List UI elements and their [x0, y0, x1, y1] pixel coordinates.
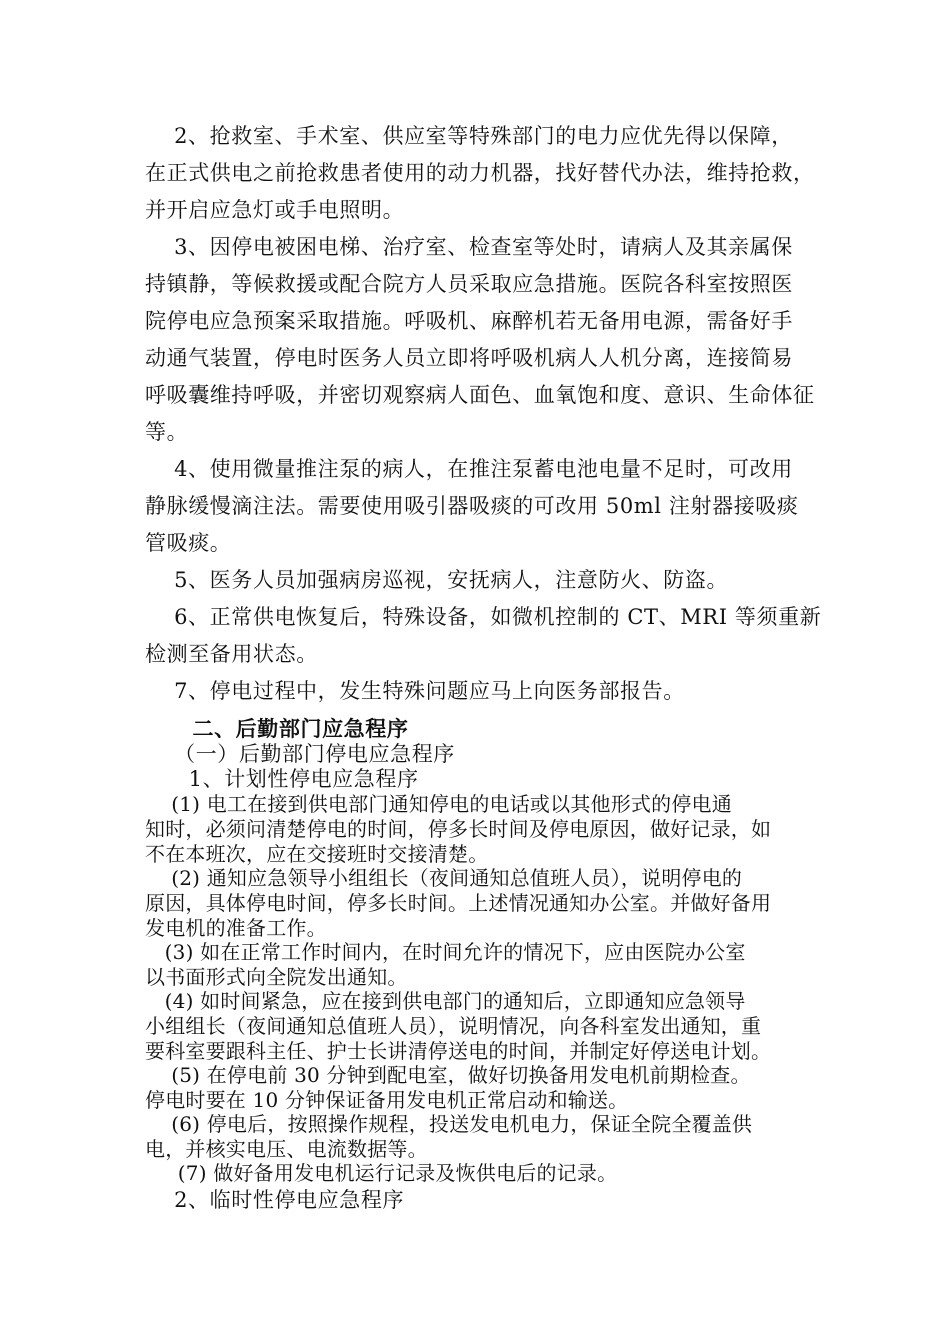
item-2-heading: 2、临时性停电应急程序: [145, 1188, 405, 1212]
text-line: 管吸痰。: [145, 531, 232, 555]
text-line: 知时，必须问清楚停电的时间，停多长时间及停电原因，做好记录，如: [145, 817, 772, 841]
paragraph-5: [145, 562, 810, 599]
paragraph-l5: [145, 1063, 810, 1113]
paragraph-l2: [145, 866, 810, 941]
text-line: 等。: [145, 420, 189, 444]
text-line: 要科室要跟科主任、护士长讲清停送电的时间，并制定好停送电计划。: [145, 1039, 772, 1063]
text-line: 以书面形式向全院发出通知。: [145, 965, 408, 989]
text-line: 电，并核实电压、电流数据等。: [145, 1137, 428, 1161]
paragraph-l6: [145, 1112, 810, 1162]
paragraph-l7: [145, 1161, 810, 1186]
text-line: 院停电应急预案采取措施。呼吸机、麻醉机若无备用电源，需备好手: [145, 309, 793, 333]
text-line: 在正式供电之前抢救患者使用的动力机器，找好替代办法，维持抢救，: [145, 161, 815, 185]
item-1-heading: 1、计划性停电应急程序: [145, 767, 419, 791]
paragraph-3: [145, 229, 815, 451]
text-line: (2) 通知应急领导小组组长（夜间通知总值班人员），说明停电的: [145, 866, 743, 890]
text-line: 静脉缓慢滴注法。需要使用吸引器吸痰的可改用 50ml 注射器接吸痰: [145, 494, 799, 518]
text-line: 2、抢救室、手术室、供应室等特殊部门的电力应优先得以保障，: [145, 124, 793, 148]
paragraph-2: [145, 118, 815, 229]
text-line: 6、正常供电恢复后，特殊设备，如微机控制的 CT、MRI 等须重新: [145, 605, 822, 629]
text-line: 3、因停电被困电梯、治疗室、检查室等处时，请病人及其亲属保: [145, 235, 793, 259]
text-line: 检测至备用状态。: [145, 642, 318, 666]
text-line: (7) 做好备用发电机运行记录及恢供电后的记录。: [145, 1161, 618, 1185]
text-line: 4、使用微量推注泵的病人，在推注泵蓄电池电量不足时，可改用: [145, 457, 793, 481]
text-line: (1) 电工在接到供电部门通知停电的电话或以其他形式的停电通: [145, 792, 732, 816]
text-line: 并开启应急灯或手电照明。: [145, 198, 405, 222]
text-line: (5) 在停电前 30 分钟到配电室，做好切换备用发电机前期检查。: [145, 1063, 751, 1087]
text-line: 动通气装置，停电时医务人员立即将呼吸机病人人机分离，连接简易: [145, 346, 793, 370]
text-line: (4) 如时间紧急，应在接到供电部门的通知后，立即通知应急领导: [145, 989, 746, 1013]
paragraph-l3: [145, 940, 810, 990]
text-line: (3) 如在正常工作时间内，在时间允许的情况下，应由医院办公室: [145, 940, 746, 964]
text-line: 呼吸囊维持呼吸，并密切观察病人面色、血氧饱和度、意识、生命体征: [145, 383, 815, 407]
text-line: 不在本班次，应在交接班时交接清楚。: [145, 842, 489, 866]
text-line: 停电时要在 10 分钟保证备用发电机正常启动和输送。: [145, 1088, 629, 1112]
paragraph-l1: [145, 792, 810, 867]
text-line: 持镇静，等候救援或配合院方人员采取应急措施。医院各科室按照医: [145, 272, 793, 296]
text-line: 7、停电过程中，发生特殊问题应马上向医务部报告。: [145, 679, 685, 703]
text-line: 原因，具体停电时间，停多长时间。上述情况通知办公室。并做好备用: [145, 891, 772, 915]
text-line: 发电机的准备工作。: [145, 916, 327, 940]
subsection-heading: （一）后勤部门停电应急程序: [145, 742, 455, 766]
paragraph-7: [145, 673, 810, 710]
paragraph-6: [145, 599, 822, 673]
section-heading: 二、后勤部门应急程序: [145, 716, 409, 741]
text-line: (6) 停电后，按照操作规程，投送发电机电力，保证全院全覆盖供: [145, 1112, 753, 1136]
paragraph-l4: [145, 989, 810, 1064]
text-line: 小组组长（夜间通知总值班人员），说明情况，向各科室发出通知，重: [145, 1014, 762, 1038]
text-line: 5、医务人员加强病房巡视，安抚病人，注意防火、防盗。: [145, 568, 729, 592]
paragraph-4: [145, 451, 810, 562]
